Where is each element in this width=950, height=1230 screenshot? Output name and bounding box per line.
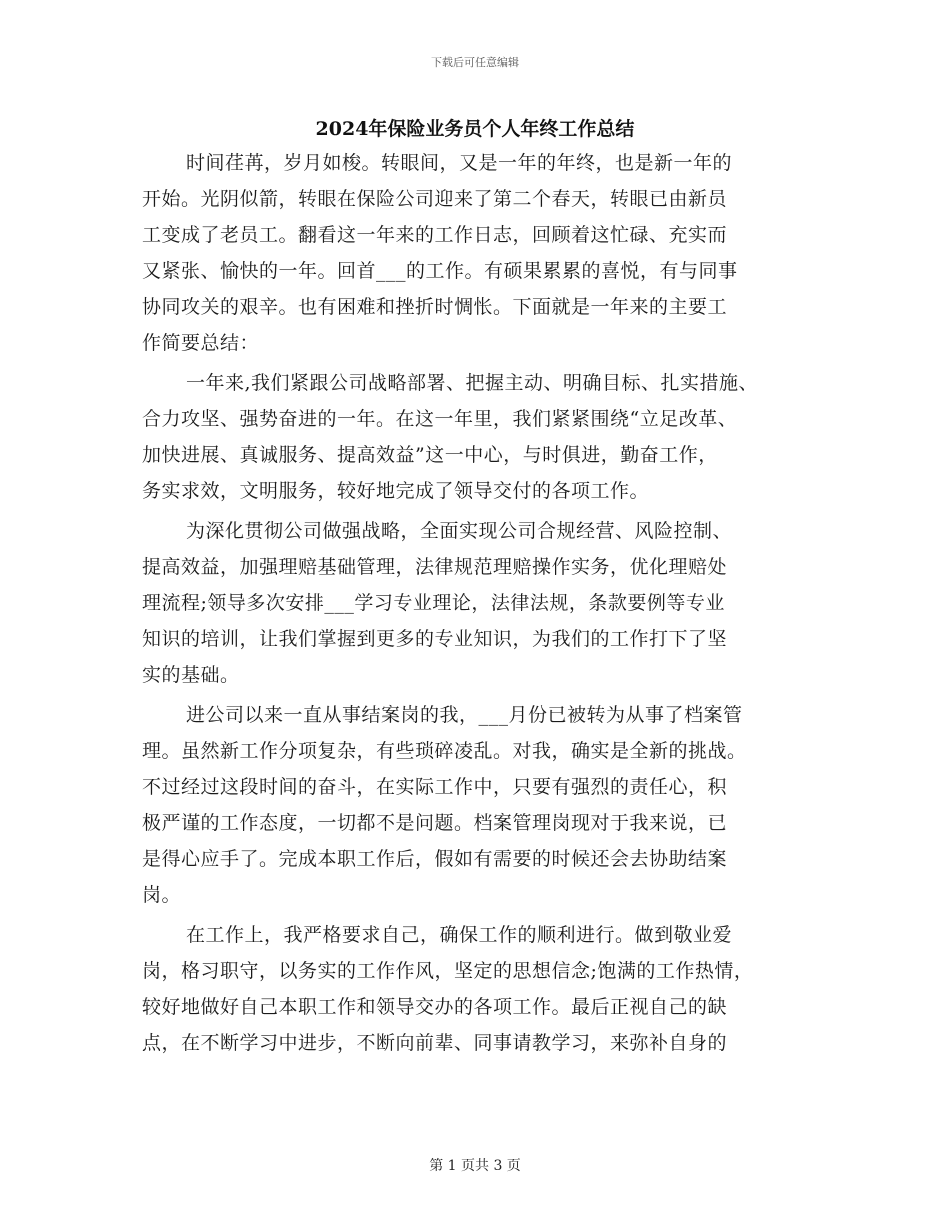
document-title: 2024年保险业务员个人年终工作总结 [315, 118, 635, 140]
paragraph-line: 又紧张、愉快的一年。回首___的工作。有硕果累累的喜悦，有与同事 [142, 260, 738, 282]
paragraph-line: 点，在不断学习中进步，不断向前辈、同事请教学习，来弥补自身的 [142, 1032, 728, 1054]
paragraph-line: 在工作上，我严格要求自己，确保工作的顺利进行。做到敬业爱 [186, 924, 733, 946]
paragraph-line: 岗。 [142, 884, 182, 906]
paragraph-line: 时间荏苒，岁月如梭。转眼间，又是一年的年终，也是新一年的 [186, 152, 733, 174]
paragraph-line: 务实求效，文明服务，较好地完成了领导交付的各项工作。 [142, 480, 650, 502]
paragraph-line: 作简要总结： [142, 332, 260, 354]
paragraph-line: 一年来,我们紧跟公司战略部署、把握主动、明确目标、扎实措施、 [186, 372, 759, 394]
paragraph-line: 岗，格习职守，以务实的工作作风，坚定的思想信念;饱满的工作热情， [142, 960, 754, 982]
header-note: 下载后可任意编辑 [431, 56, 519, 69]
paragraph-line: 开始。光阴似箭，转眼在保险公司迎来了第二个春天，转眼已由新员 [142, 188, 728, 210]
paragraph-line: 理流程;领导多次安排___学习专业理论，法律法规，条款要例等专业 [142, 592, 725, 614]
paragraph-line: 为深化贯彻公司做强战略，全面实现公司合规经营、风险控制、 [186, 520, 733, 542]
paragraph-line: 不过经过这段时间的奋斗，在实际工作中，只要有强烈的责任心，积 [142, 776, 728, 798]
paragraph-line: 理。虽然新工作分项复杂，有些琐碎凌乱。对我，确实是全新的挑战。 [142, 740, 747, 762]
paragraph-line: 进公司以来一直从事结案岗的我，___月份已被转为从事了档案管 [186, 704, 743, 726]
page-footer: 第 1 页共 3 页 [429, 1158, 521, 1174]
paragraph-line: 加快进展、真诚服务、提高效益”这一中心，与时俱进，勤奋工作， [142, 444, 718, 466]
paragraph-line: 较好地做好自己本职工作和领导交办的各项工作。最后正视自己的缺 [142, 996, 728, 1018]
paragraph-line: 实的基础。 [142, 664, 240, 686]
paragraph-line: 工变成了老员工。翻看这一年来的工作日志，回顾着这忙碌、充实而 [142, 224, 728, 246]
paragraph-line: 提高效益，加强理赔基础管理，法律规范理赔操作实务，优化理赔处 [142, 556, 728, 578]
paragraph-line: 是得心应手了。完成本职工作后，假如有需要的时候还会去协助结案 [142, 848, 728, 870]
document-body [142, 145, 814, 1061]
paragraph-line: 协同攻关的艰辛。也有困难和挫折时惆怅。下面就是一年来的主要工 [142, 296, 728, 318]
paragraph-line: 合力攻坚、强势奋进的一年。在这一年里，我们紧紧围绕“立足改革、 [142, 408, 738, 430]
paragraph-line: 极严谨的工作态度，一切都不是问题。档案管理岗现对于我来说，已 [142, 812, 728, 834]
paragraph-line: 知识的培训，让我们掌握到更多的专业知识，为我们的工作打下了坚 [142, 628, 728, 650]
